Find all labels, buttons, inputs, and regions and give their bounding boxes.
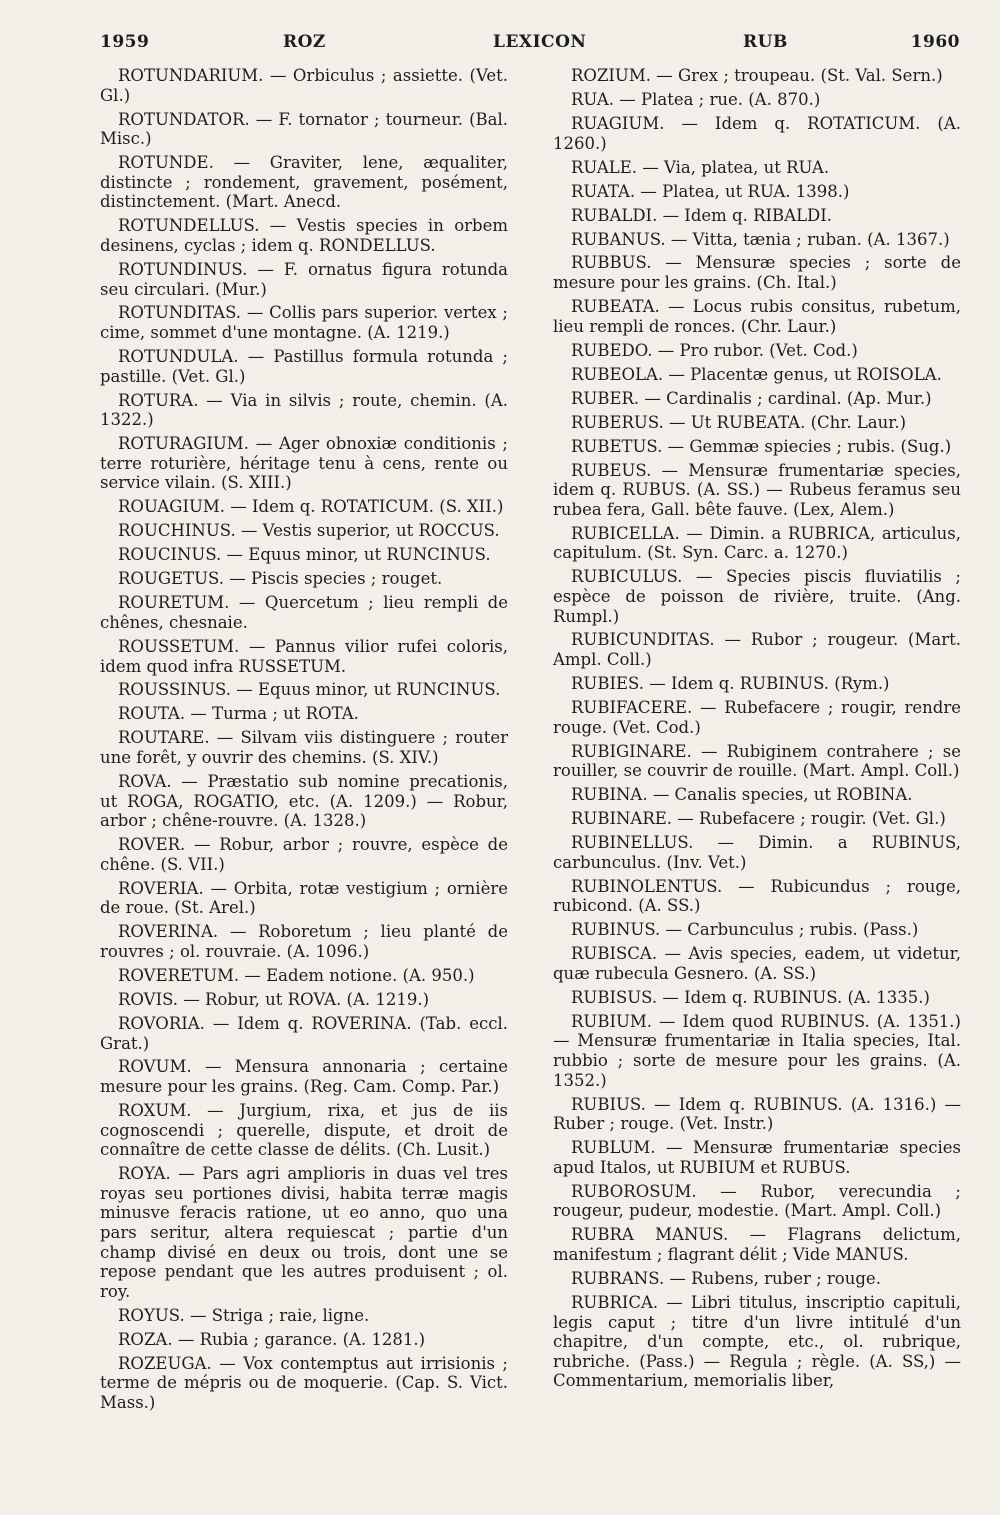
dictionary-entry: ROYA. — Pars agri amplioris in duas vel tres royas seu portiones divisi, habita terræ magis minusve feracis ratione, ut eo anno, quo una pars seritur, altera requiescat ; partie d'un champ divisé en deux ou trois, dont une se repose pendant que les autres produisent ; ol. roy. (100, 1164, 508, 1301)
dictionary-entry: ROURETUM. — Quercetum ; lieu rempli de chênes, chesnaie. (100, 593, 508, 632)
dictionary-entry: ROZA. — Rubia ; garance. (A. 1281.) (118, 1329, 426, 1349)
left-guide-word: ROZ (283, 32, 326, 52)
dictionary-entry: ROYUS. — Striga ; raie, ligne. (118, 1305, 370, 1325)
dictionary-entry: RUA. — Platea ; rue. (A. 870.) (571, 89, 821, 109)
dictionary-entry: RUBICUNDITAS. — Rubor ; rougeur. (Mart. Ampl. Coll.) (553, 630, 961, 670)
dictionary-entry: ROTUNDARIUM. — Orbiculus ; assiette. (Vet. Gl.) (100, 66, 508, 105)
dictionary-entry: RUBISCA. — Avis species, eadem, ut videtur, quæ rubecula Gesnero. (A. SS.) (553, 944, 961, 983)
dictionary-entry: ROUSSINUS. — Equus minor, ut RUNCINUS. (118, 680, 501, 700)
dictionary-entry: ROUGETUS. — Piscis species ; rouget. (118, 569, 443, 589)
dictionary-entry: RUBRICA. — Libri titulus, inscriptio capituli, legis caput ; titre d'un livre intitulé d'un chapitre, d'un compte, etc., ol. rubrique, rubriche. (Pass.) — Regula ; règle. (A. SS,) — Commentarium, memorialis liber, (553, 1292, 961, 1391)
dictionary-entry: RUBIGINARE. — Rubiginem contrahere ; se rouiller, se couvrir de rouille. (Mart. Ampl. Coll.) (553, 741, 961, 781)
dictionary-entry: RUBIES. — Idem q. RUBINUS. (Rym.) (571, 674, 890, 694)
lexicon-title: LEXICON (493, 32, 587, 52)
dictionary-entry: ROTUNDULA. — Pastillus formula rotunda ; pastille. (Vet. Gl.) (100, 347, 508, 386)
dictionary-entry: RUBRANS. — Rubens, ruber ; rouge. (571, 1268, 881, 1288)
dictionary-entry: RUAGIUM. — Idem q. ROTATICUM. (A. 1260.) (553, 113, 961, 153)
dictionary-entry: ROVERINA. — Roboretum ; lieu planté de rouvres ; ol. rouvraie. (A. 1096.) (100, 922, 508, 961)
right-column (553, 66, 961, 1395)
dictionary-entry: RUBINA. — Canalis species, ut ROBINA. (571, 785, 913, 805)
left-column (100, 66, 508, 1417)
dictionary-entry: RUBRA MANUS. — Flagrans delictum, manifestum ; flagrant délit ; Vide MANUS. (553, 1225, 961, 1264)
dictionary-entry: ROUCHINUS. — Vestis superior, ut ROCCUS. (118, 521, 500, 541)
dictionary-entry: RUBEDO. — Pro rubor. (Vet. Cod.) (571, 340, 858, 360)
dictionary-entry: ROVORIA. — Idem q. ROVERINA. (Tab. eccl. Grat.) (100, 1013, 508, 1053)
dictionary-entry: ROZEUGA. — Vox contemptus aut irrisionis ; terme de mépris ou de moquerie. (Cap. S. Vict. Mass.) (100, 1353, 508, 1412)
dictionary-entry: ROXUM. — Jurgium, rixa, et jus de iis cognoscendi ; querelle, dispute, et droit de connaître de cette classe de délits. (Ch. Lusit.) (100, 1101, 508, 1160)
dictionary-entry: RUBINELLUS. — Dimin. a RUBINUS, carbunculus. (Inv. Vet.) (553, 833, 961, 872)
right-guide-word: RUB (743, 32, 788, 52)
dictionary-entry: RUBINUS. — Carbunculus ; rubis. (Pass.) (571, 920, 919, 940)
dictionary-entry: RUBINARE. — Rubefacere ; rougir. (Vet. Gl.) (571, 809, 946, 829)
dictionary-entry: RUBIFACERE. — Rubefacere ; rougir, rendre rouge. (Vet. Cod.) (553, 698, 961, 737)
dictionary-entry: ROTUNDATOR. — F. tornator ; tourneur. (Bal. Misc.) (100, 109, 508, 149)
dictionary-entry: ROVIS. — Robur, ut ROVA. (A. 1219.) (118, 989, 430, 1009)
dictionary-entry: RUBANUS. — Vitta, tænia ; ruban. (A. 1367.) (571, 229, 950, 249)
dictionary-entry: RUBLUM. — Mensuræ frumentariæ species apud Italos, ut RUBIUM et RUBUS. (553, 1138, 961, 1177)
dictionary-entry: ROUSSETUM. — Pannus vilior rufei coloris, idem quod infra RUSSETUM. (100, 636, 508, 676)
dictionary-entry: ROTURA. — Via in silvis ; route, chemin. (A. 1322.) (100, 390, 508, 430)
dictionary-entry: ROVUM. — Mensura annonaria ; certaine mesure pour les grains. (Reg. Cam. Comp. Par.) (100, 1057, 508, 1097)
dictionary-entry: ROUAGIUM. — Idem q. ROTATICUM. (S. XII.) (118, 497, 504, 517)
dictionary-entry: ROVERETUM. — Eadem notione. (A. 950.) (118, 965, 475, 985)
dictionary-entry: RUBALDI. — Idem q. RIBALDI. (571, 205, 833, 225)
dictionary-entry: RUBEUS. — Mensuræ frumentariæ species, idem q. RUBUS. (A. SS.) — Rubeus feramus seu rubea fera, Gall. bête fauve. (Lex, Alem.) (553, 460, 961, 519)
dictionary-entry: ROUTARE. — Silvam viis distinguere ; router une forêt, y ouvrir des chemins. (S. XIV.) (100, 728, 508, 768)
dictionary-entry: RUBEOLA. — Placentæ genus, ut ROISOLA. (571, 364, 942, 384)
running-header (100, 32, 960, 58)
dictionary-entry: RUBISUS. — Idem q. RUBINUS. (A. 1335.) (571, 987, 930, 1007)
dictionary-entry: ROTUNDE. — Graviter, lene, æqualiter, distincte ; rondement, gravement, posément, distinctement. (Mart. Anecd. (100, 153, 508, 212)
dictionary-entry: ROVERIA. — Orbita, rotæ vestigium ; ornière de roue. (St. Arel.) (100, 878, 508, 918)
dictionary-entry: ROTUNDELLUS. — Vestis species in orbem desinens, cyclas ; idem q. RONDELLUS. (100, 216, 508, 255)
dictionary-entry: RUBOROSUM. — Rubor, verecundia ; rougeur, pudeur, modestie. (Mart. Ampl. Coll.) (553, 1181, 961, 1221)
dictionary-entry: ROVER. — Robur, arbor ; rouvre, espèce de chêne. (S. VII.) (100, 835, 508, 874)
dictionary-entry: RUBETUS. — Gemmæ spiecies ; rubis. (Sug.) (571, 436, 952, 456)
right-page-number: 1960 (910, 32, 960, 52)
dictionary-entry: RUBERUS. — Ut RUBEATA. (Chr. Laur.) (571, 412, 907, 432)
dictionary-entry: ROTURAGIUM. — Ager obnoxiæ conditionis ; terre roturière, héritage tenu à cens, rente ou service vilain. (S. XIII.) (100, 434, 508, 493)
dictionary-entry: RUBER. — Cardinalis ; cardinal. (Ap. Mur.) (571, 388, 932, 408)
dictionary-entry: RUBEATA. — Locus rubis consitus, rubetum, lieu rempli de ronces. (Chr. Laur.) (553, 297, 961, 336)
dictionary-entry: RUBICELLA. — Dimin. a RUBRICA, articulus, capitulum. (St. Syn. Carc. a. 1270.) (553, 523, 961, 563)
dictionary-entry: ROVA. — Præstatio sub nomine precationis, ut ROGA, ROGATIO, etc. (A. 1209.) — Robur, arbor ; chêne-rouvre. (A. 1328.) (100, 772, 508, 831)
dictionary-entry: RUBICULUS. — Species piscis fluviatilis ; espèce de poisson de rivière, truite. (Ang. Rumpl.) (553, 567, 961, 626)
left-page-number: 1959 (100, 32, 150, 52)
dictionary-entry: ROUTA. — Turma ; ut ROTA. (118, 704, 359, 724)
dictionary-entry: RUBIUS. — Idem q. RUBINUS. (A. 1316.) — Ruber ; rouge. (Vet. Instr.) (553, 1094, 961, 1134)
dictionary-entry: RUBIUM. — Idem quod RUBINUS. (A. 1351.) — Mensuræ frumentariæ in Italia species, Ital. rubbio ; sorte de mesure pour les grains. (A. 1352.) (553, 1011, 961, 1090)
dictionary-entry: RUATA. — Platea, ut RUA. 1398.) (571, 181, 850, 201)
dictionary-entry: RUBBUS. — Mensuræ species ; sorte de mesure pour les grains. (Ch. Ital.) (553, 253, 961, 293)
dictionary-entry: ROTUNDITAS. — Collis pars superior. vertex ; cime, sommet d'une montagne. (A. 1219.) (100, 303, 508, 343)
dictionary-entry: ROTUNDINUS. — F. ornatus figura rotunda seu circulari. (Mur.) (100, 259, 508, 299)
dictionary-entry: ROZIUM. — Grex ; troupeau. (St. Val. Sern.) (571, 66, 943, 85)
dictionary-entry: ROUCINUS. — Equus minor, ut RUNCINUS. (118, 545, 491, 565)
dictionary-entry: RUBINOLENTUS. — Rubicundus ; rouge, rubicond. (A. SS.) (553, 876, 961, 916)
dictionary-entry: RUALE. — Via, platea, ut RUA. (571, 157, 830, 177)
